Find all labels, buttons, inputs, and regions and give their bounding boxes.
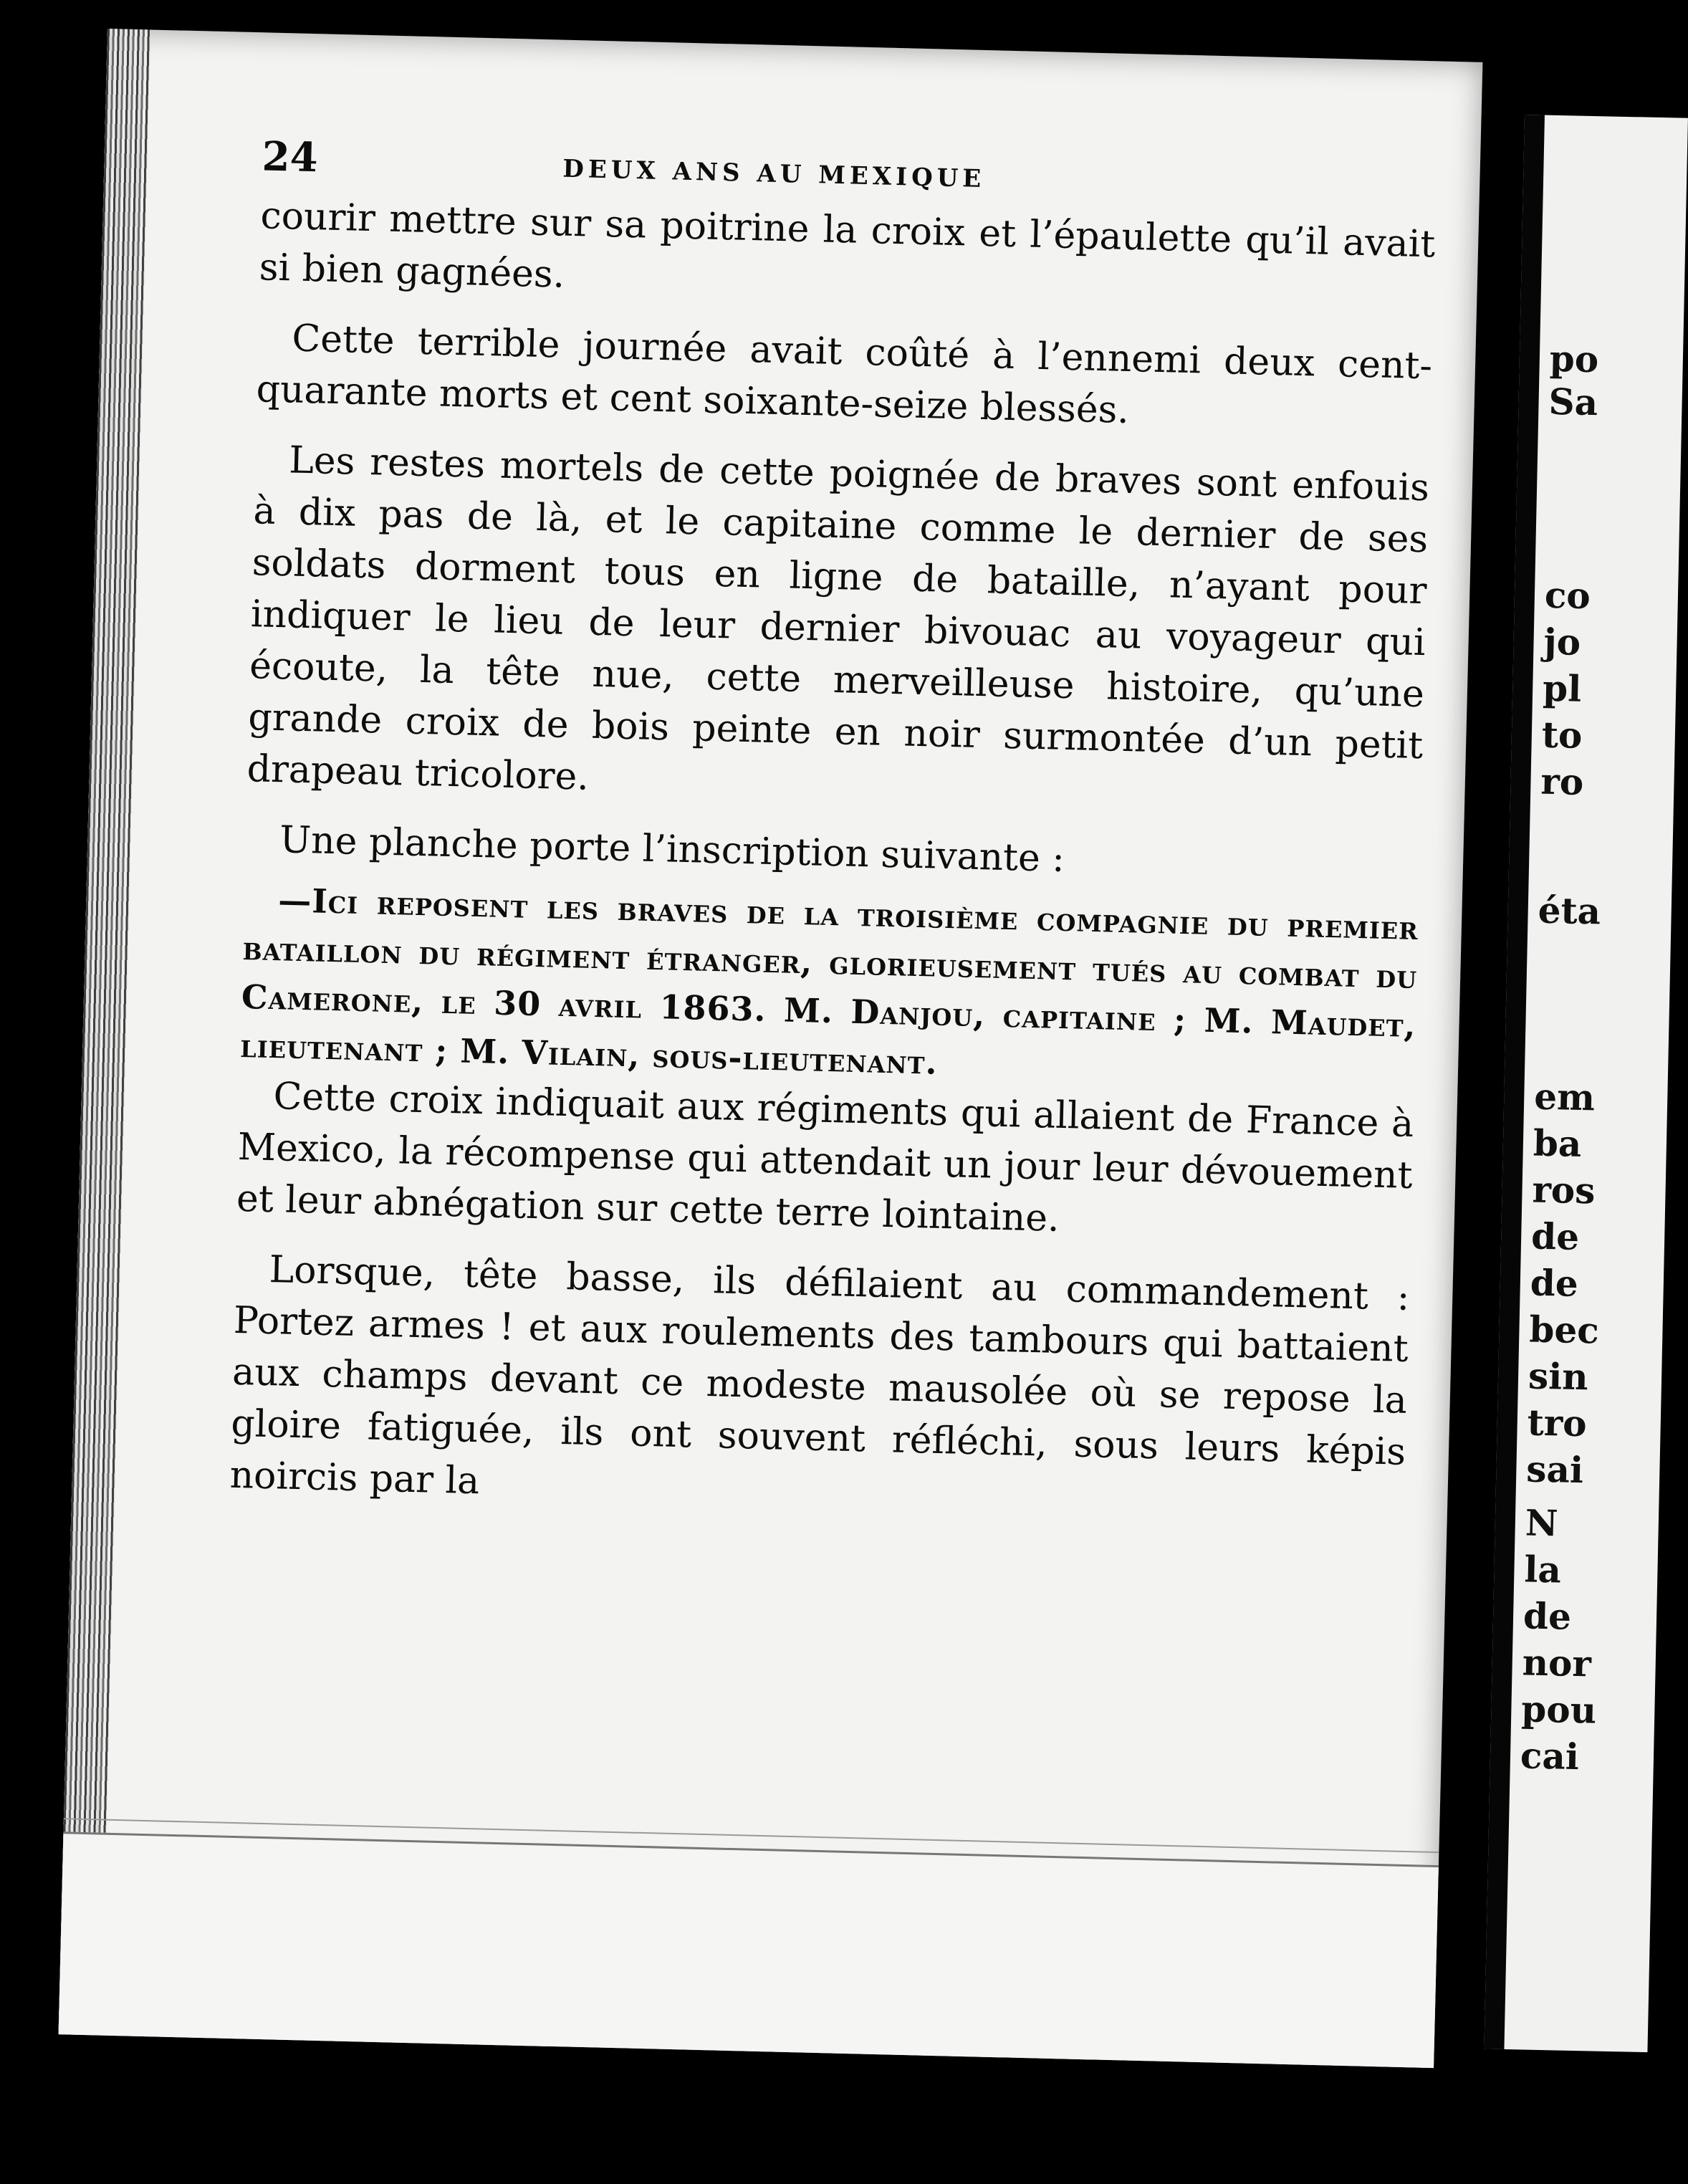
facing-fragment: de (1530, 1261, 1579, 1305)
paragraph-1: courir mettre sur sa poitrine la croix et l’épaulette qu’il avait si bien gagnées. (259, 194, 1436, 297)
facing-fragment: sin (1528, 1354, 1589, 1399)
facing-fragment: po (1549, 337, 1599, 381)
facing-fragment: Sa (1548, 380, 1598, 424)
page-bottom-margin (59, 1831, 1439, 2068)
facing-fragment: ro (1540, 760, 1584, 803)
facing-fragment: la (1523, 1548, 1562, 1591)
facing-fragment: cai (1520, 1734, 1580, 1778)
paragraph-4: Une planche porte l’inscription suivante : (279, 818, 1065, 881)
facing-fragment: de (1522, 1594, 1572, 1638)
facing-fragment: em (1533, 1075, 1596, 1119)
book-page (59, 29, 1483, 2068)
facing-fragment: pl (1542, 666, 1582, 710)
facing-fragment: nor (1522, 1641, 1592, 1685)
facing-fragment: ba (1533, 1121, 1582, 1165)
paragraph-3: Les restes mortels de cette poignée de braves sont enfouis à dix pas de là, et le capitaine comme le dernier de ses soldats dorment tous en ligne de bataille, n’ayant pour indiquer le lieu de leur dernier bivouac au voyageur qui écoute, la tête nue, cette merveilleuse histoire, qu’une grande croix de bois peinte en noir surmontée d’un petit drapeau tricolore. (246, 439, 1430, 799)
facing-fragment: sai (1525, 1447, 1584, 1492)
page-number: 24 (261, 133, 319, 182)
facing-fragment: ros (1531, 1168, 1596, 1212)
inscription: —Ici reposent les braves de la troisième compagnie du premier bataillon du régiment étranger, glorieusement tués au combat du Camerone, le 30 avril 1863. M. Danjou, capitaine ; M. Maudet, lieutenant ; M. Vilain, sous-lieutenant. (239, 881, 1419, 1082)
page-content (229, 133, 1437, 1529)
facing-fragment: co (1544, 573, 1591, 618)
paragraph-2: Cette terrible journée avait coûté à l’ennemi deux cent-quarante morts et cent soixante-seize blessés. (256, 317, 1433, 432)
paragraph-6: Lorsque, tête basse, ils défilaient au commandement : Portez armes ! et aux roulements des tambours qui battaient aux champs devant ce modeste mausolée où se repose la gloire fatiguée, ils ont souvent réfléchi, sous leurs képis noircis par la (229, 1248, 1411, 1503)
facing-fragment: to (1541, 713, 1583, 757)
facing-fragment: bec (1528, 1308, 1600, 1352)
paragraph-5: Cette croix indiquait aux régiments qui allaient de France à Mexico, la récompense qui attendait un jour leur dévouement et leur abnégation sur cette terre lointaine. (236, 1075, 1414, 1240)
running-title: DEUX ANS AU MEXIQUE (562, 154, 986, 193)
facing-fragment: jo (1543, 620, 1581, 664)
facing-page (1484, 115, 1687, 2052)
facing-fragment: pou (1520, 1687, 1597, 1732)
facing-fragment: de (1530, 1215, 1580, 1258)
facing-fragment: N (1525, 1501, 1559, 1545)
facing-fragment: tro (1527, 1401, 1588, 1445)
facing-fragment: éta (1538, 889, 1601, 933)
page-gutter (59, 29, 150, 2036)
